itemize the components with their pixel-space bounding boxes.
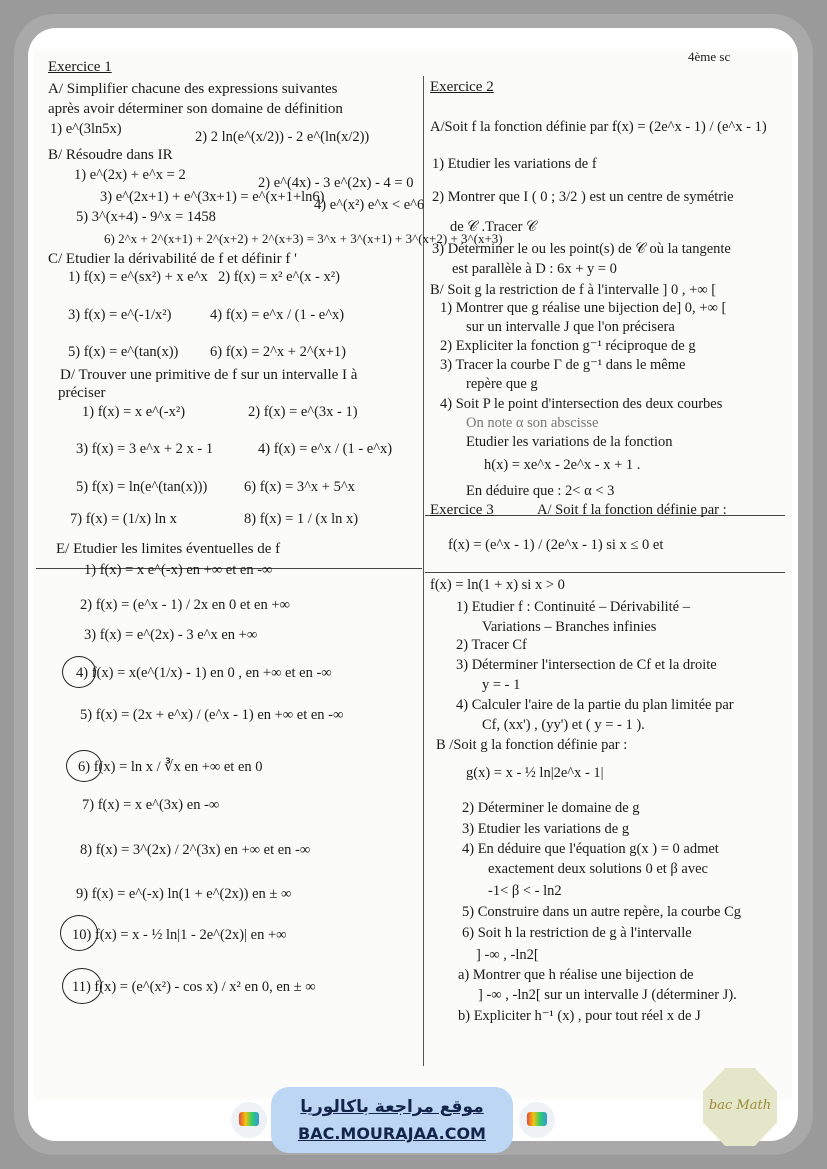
ex1-B-item-1: 1) e^(2x) + e^x = 2: [74, 167, 186, 183]
ex1-C-item-1: 1) f(x) = e^(sx²) + x e^x: [68, 269, 208, 285]
ex3-B-item-7: 6) Soit h la restriction de g à l'intervalle: [462, 925, 692, 941]
ex2-B-item-8: Etudier les variations de la fonction: [466, 434, 673, 450]
ex2-B-item-7: On note α son abscisse: [466, 415, 599, 431]
site-url-link[interactable]: BAC.MOURAJAA.COM: [298, 1124, 486, 1143]
ex3-A-heading: A/ Soit f la fonction définie par :: [537, 502, 727, 518]
ex2-B-item-2: sur un intervalle J que l'on précisera: [466, 319, 675, 335]
column-divider: [423, 76, 424, 1066]
site-logo-right-icon: [519, 1102, 555, 1138]
ex3-B-item-6: 5) Construire dans un autre repère, la courbe Cg: [462, 904, 742, 920]
ex3-A-item-3: 2) Tracer Cf: [456, 637, 527, 653]
ex1-D-item-6: 6) f(x) = 3^x + 5^x: [244, 479, 355, 495]
ex1-title: Exercice 1: [48, 59, 112, 75]
ex2-A-item-2: 2) Montrer que I ( 0 ; 3/2 ) est un centre de symétrie: [432, 189, 734, 205]
ex1-E-item-8: 8) f(x) = 3^(2x) / 2^(3x) en +∞ et en -∞: [80, 842, 311, 858]
ex3-B-heading: B /Soit g la fonction définie par :: [436, 737, 628, 753]
ex3-B-item-1: 2) Déterminer le domaine de g: [462, 800, 640, 816]
ex1-C-item-5: 5) f(x) = e^(tan(x)): [68, 344, 179, 360]
ex3-A-item-7: Cf, (xx') , (yy') et ( y = - 1 ).: [482, 717, 645, 733]
ex1-C-item-4: 4) f(x) = e^x / (1 - e^x): [210, 307, 345, 323]
site-name-arabic[interactable]: موقع مراجعة باكالوريا: [300, 1097, 484, 1117]
ex1-D-item-1: 1) f(x) = x e^(-x²): [82, 404, 186, 420]
ex1-E-item-4: 4) f(x) = x(e^(1/x) - 1) en 0 , en +∞ et en -∞: [76, 665, 332, 681]
ex1-D-item-3: 3) f(x) = 3 e^x + 2 x - 1: [76, 441, 214, 457]
ex2-B-heading: B/ Soit g la restriction de f à l'intervalle ] 0 , +∞ [: [430, 282, 717, 298]
ex1-E-item-5: 5) f(x) = (2x + e^x) / (e^x - 1) en +∞ et en -∞: [80, 707, 344, 723]
ex1-E-item-1: 1) f(x) = x e^(-x) en +∞ et en -∞: [84, 562, 273, 578]
ex1-D-line2: préciser: [58, 385, 106, 401]
ex3-A-item-1: 1) Etudier f : Continuité – Dérivabilité –: [456, 599, 690, 615]
ex1-A-line2: après avoir déterminer son domaine de définition: [48, 101, 343, 117]
ex1-E-item-10: 10) f(x) = x - ½ ln|1 - 2e^(2x)| en +∞: [72, 927, 287, 943]
ex3-B-item-8: ] -∞ , -ln2[: [476, 947, 539, 963]
ex1-E-item-9: 9) f(x) = e^(-x) ln(1 + e^(2x)) en ± ∞: [76, 886, 292, 902]
ex2-B-item-1: 1) Montrer que g réalise une bijection de] 0, +∞ [: [440, 300, 727, 316]
ex3-title: Exercice 3: [430, 502, 494, 518]
ex1-C-item-6: 6) f(x) = 2^x + 2^(x+1): [210, 344, 346, 360]
circle-mark-11: [62, 968, 102, 1004]
ex3-B-item-9: a) Montrer que h réalise une bijection de: [458, 967, 694, 983]
ex3-B-item-4: exactement deux solutions 0 et β avec: [488, 861, 708, 877]
ex3-B-item-11: b) Expliciter h⁻¹ (x) , pour tout réel x de J: [458, 1008, 701, 1024]
ex1-E-heading: E/ Etudier les limites éventuelles de f: [56, 541, 281, 557]
ex1-B-item-2: 2) e^(4x) - 3 e^(2x) - 4 = 0: [258, 175, 414, 191]
ex1-D-item-5: 5) f(x) = ln(e^(tan(x))): [76, 479, 208, 495]
ex1-E-item-3: 3) f(x) = e^(2x) - 3 e^x en +∞: [84, 627, 258, 643]
ex2-B-item-4: 3) Tracer la courbe Γ de g⁻¹ dans le même: [440, 357, 686, 373]
ex1-B-heading: B/ Résoudre dans IR: [48, 147, 173, 163]
ex1-E-item-2: 2) f(x) = (e^x - 1) / 2x en 0 et en +∞: [80, 597, 290, 613]
ex2-A-heading: A/Soit f la fonction définie par :: [430, 119, 617, 135]
ex1-E-item-11: 11) f(x) = (e^(x²) - cos x) / x² en 0, en ± ∞: [72, 979, 316, 995]
ex1-D-item-7: 7) f(x) = (1/x) ln x: [70, 511, 177, 527]
ex3-B-item-10: ] -∞ , -ln2[ sur un intervalle J (déterminer J).: [478, 987, 737, 1003]
ex2-A-item-1: 1) Etudier les variations de f: [432, 156, 597, 172]
ex1-D-item-2: 2) f(x) = e^(3x - 1): [248, 404, 358, 420]
ex3-B-item-5: -1< β < - ln2: [488, 883, 562, 899]
ex3-A-piece1: f(x) = (e^x - 1) / (2e^x - 1) si x ≤ 0 et: [448, 537, 664, 553]
ex1-A-heading: A/ Simplifier chacune des expressions suivantes: [48, 81, 338, 97]
ex3-B-item-3: 4) En déduire que l'équation g(x ) = 0 admet: [462, 841, 719, 857]
ex2-A-item-5: est parallèle à D : 6x + y = 0: [452, 261, 617, 277]
ex3-B-formula: g(x) = x - ½ ln|2e^x - 1|: [466, 765, 604, 781]
separator-ex3-b: [425, 572, 785, 573]
ex2-B-item-10: En déduire que : 2< α < 3: [466, 483, 615, 499]
ex1-B-item-6: 6) 2^x + 2^(x+1) + 2^(x+2) + 2^(x+3) = 3^x + 3^(x+1) + 3^(x+2) + 3^(x+3): [104, 231, 503, 246]
ex2-B-item-3: 2) Expliciter la fonction g⁻¹ réciproque de g: [440, 338, 696, 354]
ex2-A-item-4: 3) Déterminer le ou les point(s) de 𝒞 où la tangente: [432, 241, 731, 257]
site-logo-left-icon: [231, 1102, 267, 1138]
ex1-A-item-2: 2) 2 ln(e^(x/2)) - 2 e^(ln(x/2)): [195, 129, 370, 145]
circle-mark-4: [62, 656, 96, 688]
ex1-B-item-5: 5) 3^(x+4) - 9^x = 1458: [76, 209, 216, 225]
ex1-D-item-8: 8) f(x) = 1 / (x ln x): [244, 511, 359, 527]
ex1-C-heading: C/ Etudier la dérivabilité de f et définir f ': [48, 251, 297, 267]
ex1-D-heading: D/ Trouver une primitive de f sur un intervalle I à: [60, 367, 358, 383]
bacmath-logo-text: bac Math: [708, 1098, 772, 1113]
ex1-C-item-3: 3) f(x) = e^(-1/x²): [68, 307, 172, 323]
circle-mark-10: [60, 915, 98, 951]
ex2-A-item-3: de 𝒞 .Tracer 𝒞: [450, 219, 537, 235]
ex1-E-item-6: 6) f(x) = ln x / ∛x en +∞ et en 0: [78, 759, 263, 775]
ex1-D-item-4: 4) f(x) = e^x / (1 - e^x): [258, 441, 393, 457]
ex2-title: Exercice 2: [430, 79, 494, 95]
ex3-B-item-2: 3) Etudier les variations de g: [462, 821, 630, 837]
ex2-A-formula: f(x) = (2e^x - 1) / (e^x - 1): [612, 119, 767, 135]
ex3-A-item-2: Variations – Branches infinies: [482, 619, 657, 635]
ex1-E-item-7: 7) f(x) = x e^(3x) en -∞: [82, 797, 220, 813]
ex3-A-item-5: y = - 1: [482, 677, 521, 693]
ex1-A-item-1: 1) e^(3ln5x): [50, 121, 122, 137]
ex3-A-piece2: f(x) = ln(1 + x) si x > 0: [430, 577, 565, 593]
ex1-C-item-2: 2) f(x) = x² e^(x - x²): [218, 269, 340, 285]
ex1-B-item-4: 4) e^(x²) e^x < e^6: [314, 197, 425, 213]
ex2-B-item-9: h(x) = xe^x - 2e^x - x + 1 .: [484, 457, 641, 473]
circle-mark-6: [66, 750, 102, 782]
class-level: 4ème sc: [688, 49, 731, 64]
ex1-B-item-3: 3) e^(2x+1) + e^(3x+1) = e^(x+1+ln6): [100, 189, 325, 205]
ex2-B-item-6: 4) Soit P le point d'intersection des deux courbes: [440, 396, 723, 412]
ex2-B-item-5: repère que g: [466, 376, 538, 392]
ex3-A-item-4: 3) Déterminer l'intersection de Cf et la droite: [456, 657, 717, 673]
ex3-A-item-6: 4) Calculer l'aire de la partie du plan limitée par: [456, 697, 734, 713]
